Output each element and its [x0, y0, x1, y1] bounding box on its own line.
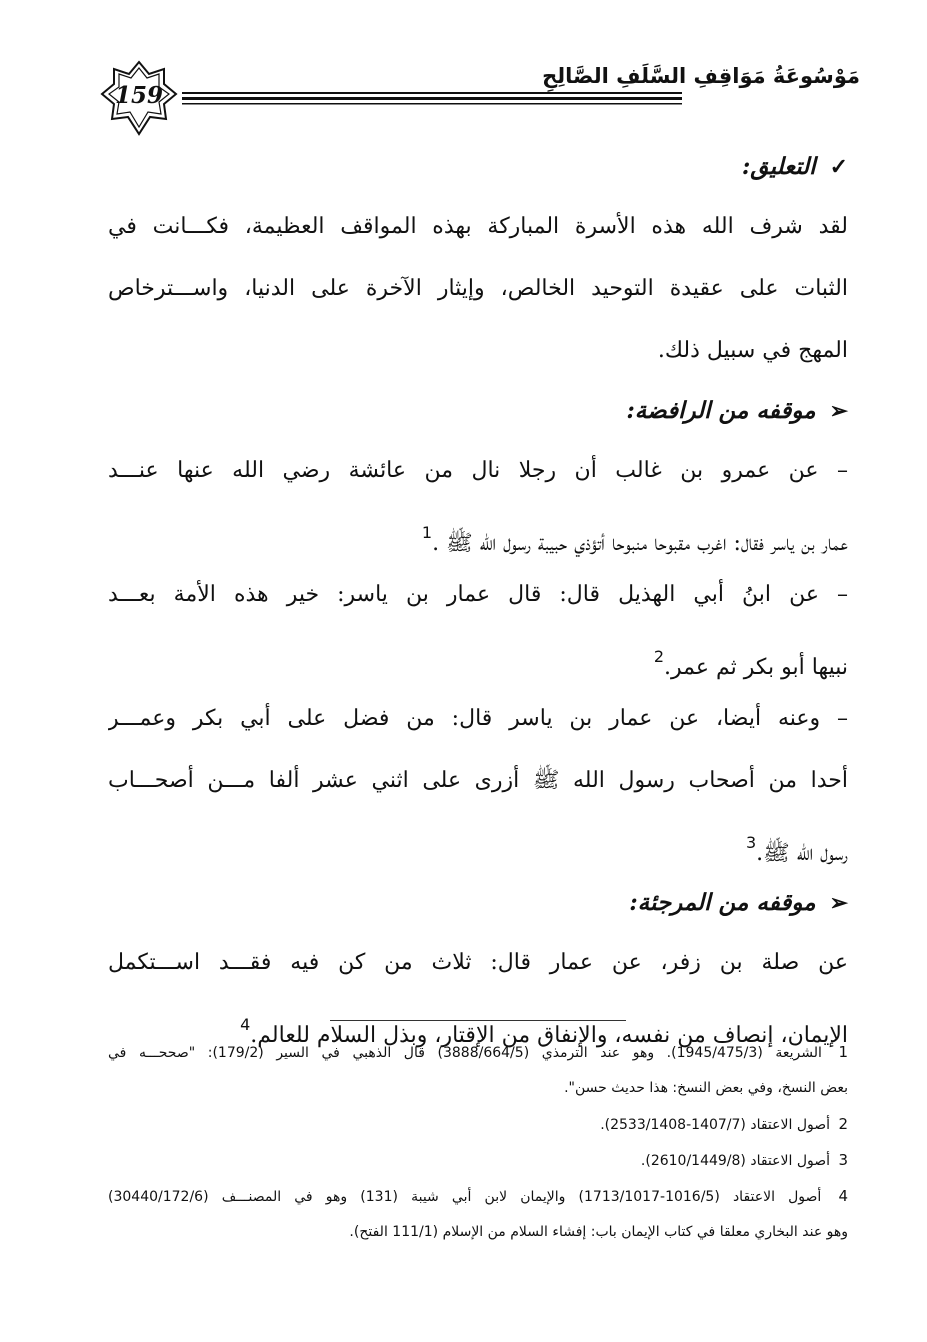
murjia-heading — [108, 874, 848, 932]
rafida-heading — [108, 382, 848, 440]
header-rule — [182, 90, 682, 106]
rafida-narration-2 — [108, 564, 848, 688]
text-line: الإيمان، إنصاف من نفسه، والإنفاق من الإقتار، وبذل السلام للعالم.$^4$ — [240, 1015, 848, 1048]
footnotes — [108, 1034, 848, 1250]
footnote-ref[interactable]: 4 — [240, 1015, 251, 1034]
text-line: أحدا من أصحاب رسول الله ﷺ أزرى على اثني عشر ألفا مـــن أصحـــاب — [108, 768, 848, 793]
arrow-bullet-icon: ➢ — [829, 398, 848, 424]
commentary-heading — [108, 138, 848, 196]
text-line: – عن ابنُ أبي الهذيل قال: قال عمار بن ياسر: خير هذه الأمة بعـــد — [108, 582, 848, 607]
text-line: – عن عمرو بن غالب أن رجلا نال من عائشة رضي الله عنها عنـــد — [108, 458, 848, 483]
text-line: لقد شرف الله هذه الأسرة المباركة بهذه المواقف العظيمة، فكـــانت في — [108, 214, 848, 239]
footnote-1: 1 الشريعة (1945/475/3). وهو عند الترمذي (3888/664/5) قال الذهبي في السير (179/2): "صححـــه في — [108, 1043, 848, 1061]
footnote-1-continued: بعض النسخ، وفي بعض النسخ: هذا حديث حسن". — [564, 1080, 848, 1096]
footnote-3: 3 أصول الاعتقاد (2610/1449/8). — [640, 1151, 848, 1169]
murjia-title: موقفه من المرجئة: — [629, 889, 816, 916]
rafida-narration-3 — [108, 688, 848, 874]
footnote-ref[interactable]: 3 — [745, 833, 757, 852]
text-line: عن صلة بن زفر، عن عمار قال: ثلاث من كن فيه فقـــد اســـتكمل — [108, 950, 848, 975]
text-line: – وعنه أيضا، عن عمار بن ياسر قال: من فضل على أبي بكر وعمـــر — [108, 706, 848, 731]
arrow-bullet-icon: ➢ — [829, 890, 848, 916]
footnote-separator — [330, 1020, 626, 1021]
main-content — [108, 138, 848, 1056]
text-line: الثبات على عقيدة التوحيد الخالص، وإيثار الآخرة على الدنيا، واســـترخاص — [108, 276, 848, 301]
page-header — [100, 60, 860, 140]
text-line: رسول الله ﷺ.$^3$ — [745, 833, 848, 866]
commentary-title: التعليق: — [741, 153, 816, 180]
commentary-paragraph — [108, 196, 848, 382]
rafida-narration-1 — [108, 440, 848, 564]
footnote-2: 2 أصول الاعتقاد (1407/7-2533/1408). — [600, 1115, 848, 1133]
footnote-ref[interactable]: 2 — [653, 647, 665, 666]
footnote-4: 4 أصول الاعتقاد (1016/5-1713/1017) والإيمان لابن أبي شيبة (131) وهو في المصنـــف (30440/172/6) — [108, 1187, 848, 1205]
text-line: عمار بن ياسر فقال: اغرب مقبوحا منبوحا أتؤذي حبيبة رسول الله ﷺ .$^1$ — [421, 523, 848, 556]
footnote-ref[interactable]: 1 — [421, 523, 433, 542]
text-line: المهج في سبيل ذلك. — [657, 338, 848, 363]
text-line: نبيها أبو بكر ثم عمر.$^2$ — [653, 647, 848, 680]
rafida-title: موقفه من الرافضة: — [626, 397, 816, 424]
book-title: مَوْسُوعَةُ مَوَاقِفِ السَّلَفِ الصَّالِحِ — [542, 64, 860, 88]
check-icon: ✓ — [829, 154, 848, 180]
footnote-4-continued: وهو عند البخاري معلقا في كتاب الإيمان باب: إفشاء السلام من الإسلام (111/1 الفتح). — [349, 1224, 848, 1240]
page-number: 159 — [114, 82, 163, 109]
